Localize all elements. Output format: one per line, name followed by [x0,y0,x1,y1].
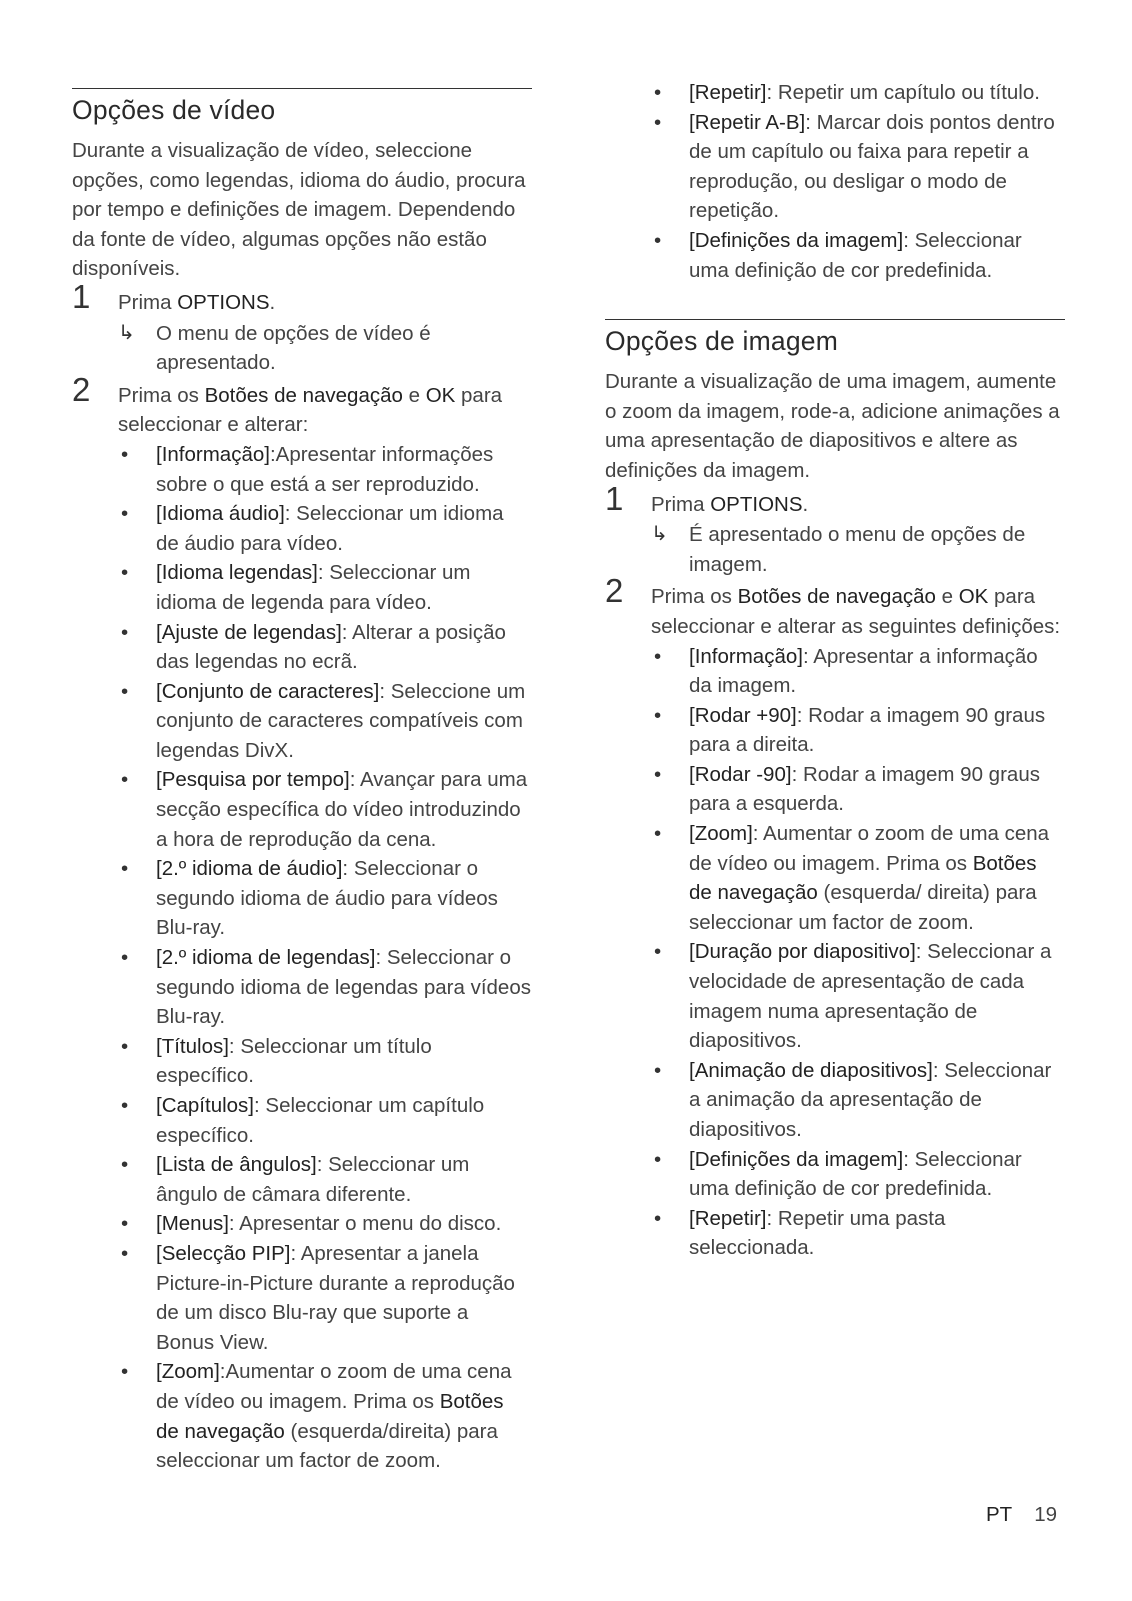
option-item [118,1150,532,1209]
option-desc: : Avançar para uma secção específica do vídeo introduzindo a hora de reprodução da cena. [156,768,528,851]
option-item [118,499,532,558]
option-item [651,226,1065,285]
option-item [118,618,532,677]
option-item [651,760,1065,819]
navigation-buttons-key: Botões de navegação [737,585,936,609]
option-desc: : Seleccionar o segundo idioma de legendas para vídeos Blu-ray. [156,946,531,1029]
left-column [72,88,532,1476]
option-item [651,108,1065,226]
option-term: [Duração por diapositivo] [689,940,916,964]
image-step-1 [605,479,1065,580]
step-text: para seleccionar e alterar: [118,383,503,437]
option-term: [Animação de diapositivos] [689,1058,933,1082]
bullet-icon: • [654,644,662,668]
option-desc: : Seleccionar um idioma de legenda para vídeo. [156,561,471,614]
option-desc: :Aumentar o zoom de uma cena de vídeo ou imagem. Prima os [156,1360,512,1413]
option-term: [2.º idioma de legendas] [156,946,376,970]
step-text: Prima [118,290,178,314]
option-item [118,1239,532,1357]
page-number: 19 [1034,1503,1058,1526]
bullet-icon: • [121,442,129,466]
bullet-icon: • [654,822,662,846]
option-item [651,819,1065,937]
section-divider [605,319,1065,320]
option-term: [Lista de ângulos] [156,1153,317,1177]
option-desc: : Apresentar a informação da imagem. [689,644,1038,698]
option-item [651,78,1065,108]
option-desc: : Rodar a imagem 90 graus para a direita. [689,703,1046,757]
option-key: Botões de navegação [689,851,1037,905]
video-step-2 [72,370,532,1476]
option-desc: (esquerda/direita) para seleccionar um factor de zoom. [156,1419,498,1473]
option-item [118,854,532,943]
option-item [118,1091,532,1150]
bullet-icon: • [654,228,662,252]
option-term: [Zoom] [689,822,753,846]
option-desc: : Seleccionar um título específico. [156,1034,432,1088]
bullet-icon: • [121,1212,129,1236]
image-step-2 [605,572,1065,1263]
ok-key: OK [425,383,456,407]
video-options-heading: Opções de vídeo [72,95,276,125]
step-text: para seleccionar e alterar as seguintes definições: [651,585,1061,638]
video-options-continued [605,78,1065,285]
bullet-icon: • [121,1153,129,1177]
page-footer [986,1503,1057,1527]
option-desc: : Seleccionar um ângulo de câmara diferente. [156,1153,470,1206]
option-item [651,642,1065,701]
step-text: e [935,585,959,609]
step-number: 1 [605,479,624,517]
option-item [118,1032,532,1091]
bullet-icon: • [121,620,129,644]
bullet-icon: • [121,946,129,970]
step-number: 2 [72,370,91,408]
option-term: [Repetir] [689,81,767,104]
option-item [118,765,532,854]
bullet-icon: • [121,857,129,881]
option-term: [Ajuste de legendas] [156,620,342,644]
option-term: [2.º idioma de áudio] [156,857,343,881]
option-desc: : Repetir uma pasta seleccionada. [689,1206,946,1260]
option-term: [Pesquisa por tempo] [156,768,350,792]
option-desc: : Seleccionar a velocidade de apresentação de cada imagem numa apresentação de diapositivos. [689,940,1052,1053]
image-options-intro: Durante a visualização de uma imagem, aumente o zoom da imagem, rode-a, adicione animações a uma apresentação de diapositivos e altere as definições da imagem. [605,370,1060,482]
option-desc: : Seleccionar o segundo idioma de áudio para vídeos Blu-ray. [156,857,498,940]
option-term: [Informação] [689,644,803,668]
bullet-icon: • [654,1058,662,1082]
option-term: [Repetir] [689,1206,767,1230]
option-term: [Selecção PIP] [156,1241,291,1265]
step-result-text: É apresentado o menu de opções de imagem. [689,523,1026,576]
option-term: [Rodar +90] [689,703,797,727]
bullet-icon: • [121,561,129,585]
bullet-icon: • [121,1094,129,1117]
option-term: [Idioma áudio] [156,502,285,526]
option-term: [Definições da imagem] [689,228,904,252]
option-item [118,1357,532,1475]
option-item [118,677,532,766]
bullet-icon: • [654,940,662,964]
option-desc: : Marcar dois pontos dentro de um capítulo ou faixa para repetir a reprodução, ou desligar o modo de repetição. [689,110,1055,223]
step-result-text: O menu de opções de vídeo é apresentado. [156,321,431,375]
option-desc: : Seleccionar um capítulo específico. [156,1094,485,1147]
option-term: [Definições da imagem] [689,1147,904,1171]
option-desc: : Apresentar o menu do disco. [228,1212,502,1236]
video-step-1 [72,277,532,378]
options-key: OPTIONS [710,492,803,516]
bullet-icon: • [121,768,129,792]
result-arrow-icon: ↳ [651,523,668,546]
option-item [118,440,532,499]
option-desc: : Seleccionar uma definição de cor predefinida. [689,228,1022,282]
option-term: [Capítulos] [156,1094,254,1117]
option-desc: : Aumentar o zoom de uma cena de vídeo ou imagem. Prima os [689,822,1050,875]
option-item [651,1145,1065,1204]
option-desc: : Seleccionar a animação da apresentação de diapositivos. [689,1058,1052,1141]
step-text: e [402,383,426,407]
options-key: OPTIONS [177,290,270,314]
option-desc: : Repetir um capítulo ou título. [766,81,1040,104]
bullet-icon: • [654,762,662,786]
video-options-list [118,440,532,1476]
step-text: . [802,492,809,516]
option-desc: : Seleccionar uma definição de cor predefinida. [689,1147,1022,1201]
right-column [605,81,1065,1263]
option-item [651,937,1065,1055]
video-options-list-continued [651,78,1065,285]
step-number: 2 [605,572,624,610]
result-arrow-icon: ↳ [118,321,135,344]
option-desc: : Seleccionar um idioma de áudio para vídeo. [156,502,504,555]
option-item [651,1204,1065,1263]
step-result [118,319,532,378]
bullet-icon: • [654,1206,662,1230]
option-item [118,558,532,617]
navigation-buttons-key: Botões de navegação [204,383,403,407]
option-item [651,1056,1065,1145]
bullet-icon: • [121,1241,129,1265]
bullet-icon: • [654,1147,662,1171]
option-item [651,701,1065,760]
video-options-intro: Durante a visualização de vídeo, seleccione opções, como legendas, idioma do áudio, procura por tempo e definições de imagem. Dependendo da fonte de vídeo, algumas opções não estão disponíveis. [72,139,526,281]
language-code: PT [986,1503,1013,1526]
option-desc: :Apresentar informações sobre o que está a ser reproduzido. [156,442,494,496]
option-item [118,1209,532,1239]
ok-key: OK [958,585,989,609]
option-item [118,943,532,1032]
step-text: Prima os [651,585,738,609]
option-term: [Informação] [156,442,270,466]
option-desc: (esquerda/ direita) para seleccionar um factor de zoom. [689,881,1037,934]
image-options-list [651,642,1065,1263]
bullet-icon: • [654,110,662,134]
section-divider [72,88,532,89]
option-desc: : Alterar a posição das legendas no ecrã. [156,620,506,674]
bullet-icon: • [121,502,129,526]
option-term: [Idioma legendas] [156,561,318,585]
step-text: Prima os [118,383,205,407]
option-desc: : Rodar a imagem 90 graus para a esquerda. [689,762,1040,816]
step-text: Prima [651,492,711,516]
option-term: [Títulos] [156,1034,229,1058]
option-desc: : Seleccione um conjunto de caracteres compatíveis com legendas DivX. [156,679,526,762]
step-text: . [269,290,276,314]
option-term: [Rodar -90] [689,762,792,786]
step-number: 1 [72,277,91,315]
option-term: [Zoom] [156,1360,220,1384]
option-term: [Menus] [156,1212,229,1236]
option-term: [Repetir A-B] [689,110,806,134]
bullet-icon: • [121,679,129,703]
bullet-icon: • [121,1034,129,1058]
option-desc: : Apresentar a janela Picture-in-Picture durante a reprodução de um disco Blu-ray que suporte a Bonus View. [156,1241,515,1354]
bullet-icon: • [654,81,662,104]
option-key: Botões de navegação [156,1389,504,1443]
image-options-heading: Opções de imagem [605,326,838,357]
option-term: [Conjunto de caracteres] [156,679,380,703]
step-result [651,520,1065,579]
bullet-icon: • [654,703,662,727]
bullet-icon: • [121,1360,129,1384]
